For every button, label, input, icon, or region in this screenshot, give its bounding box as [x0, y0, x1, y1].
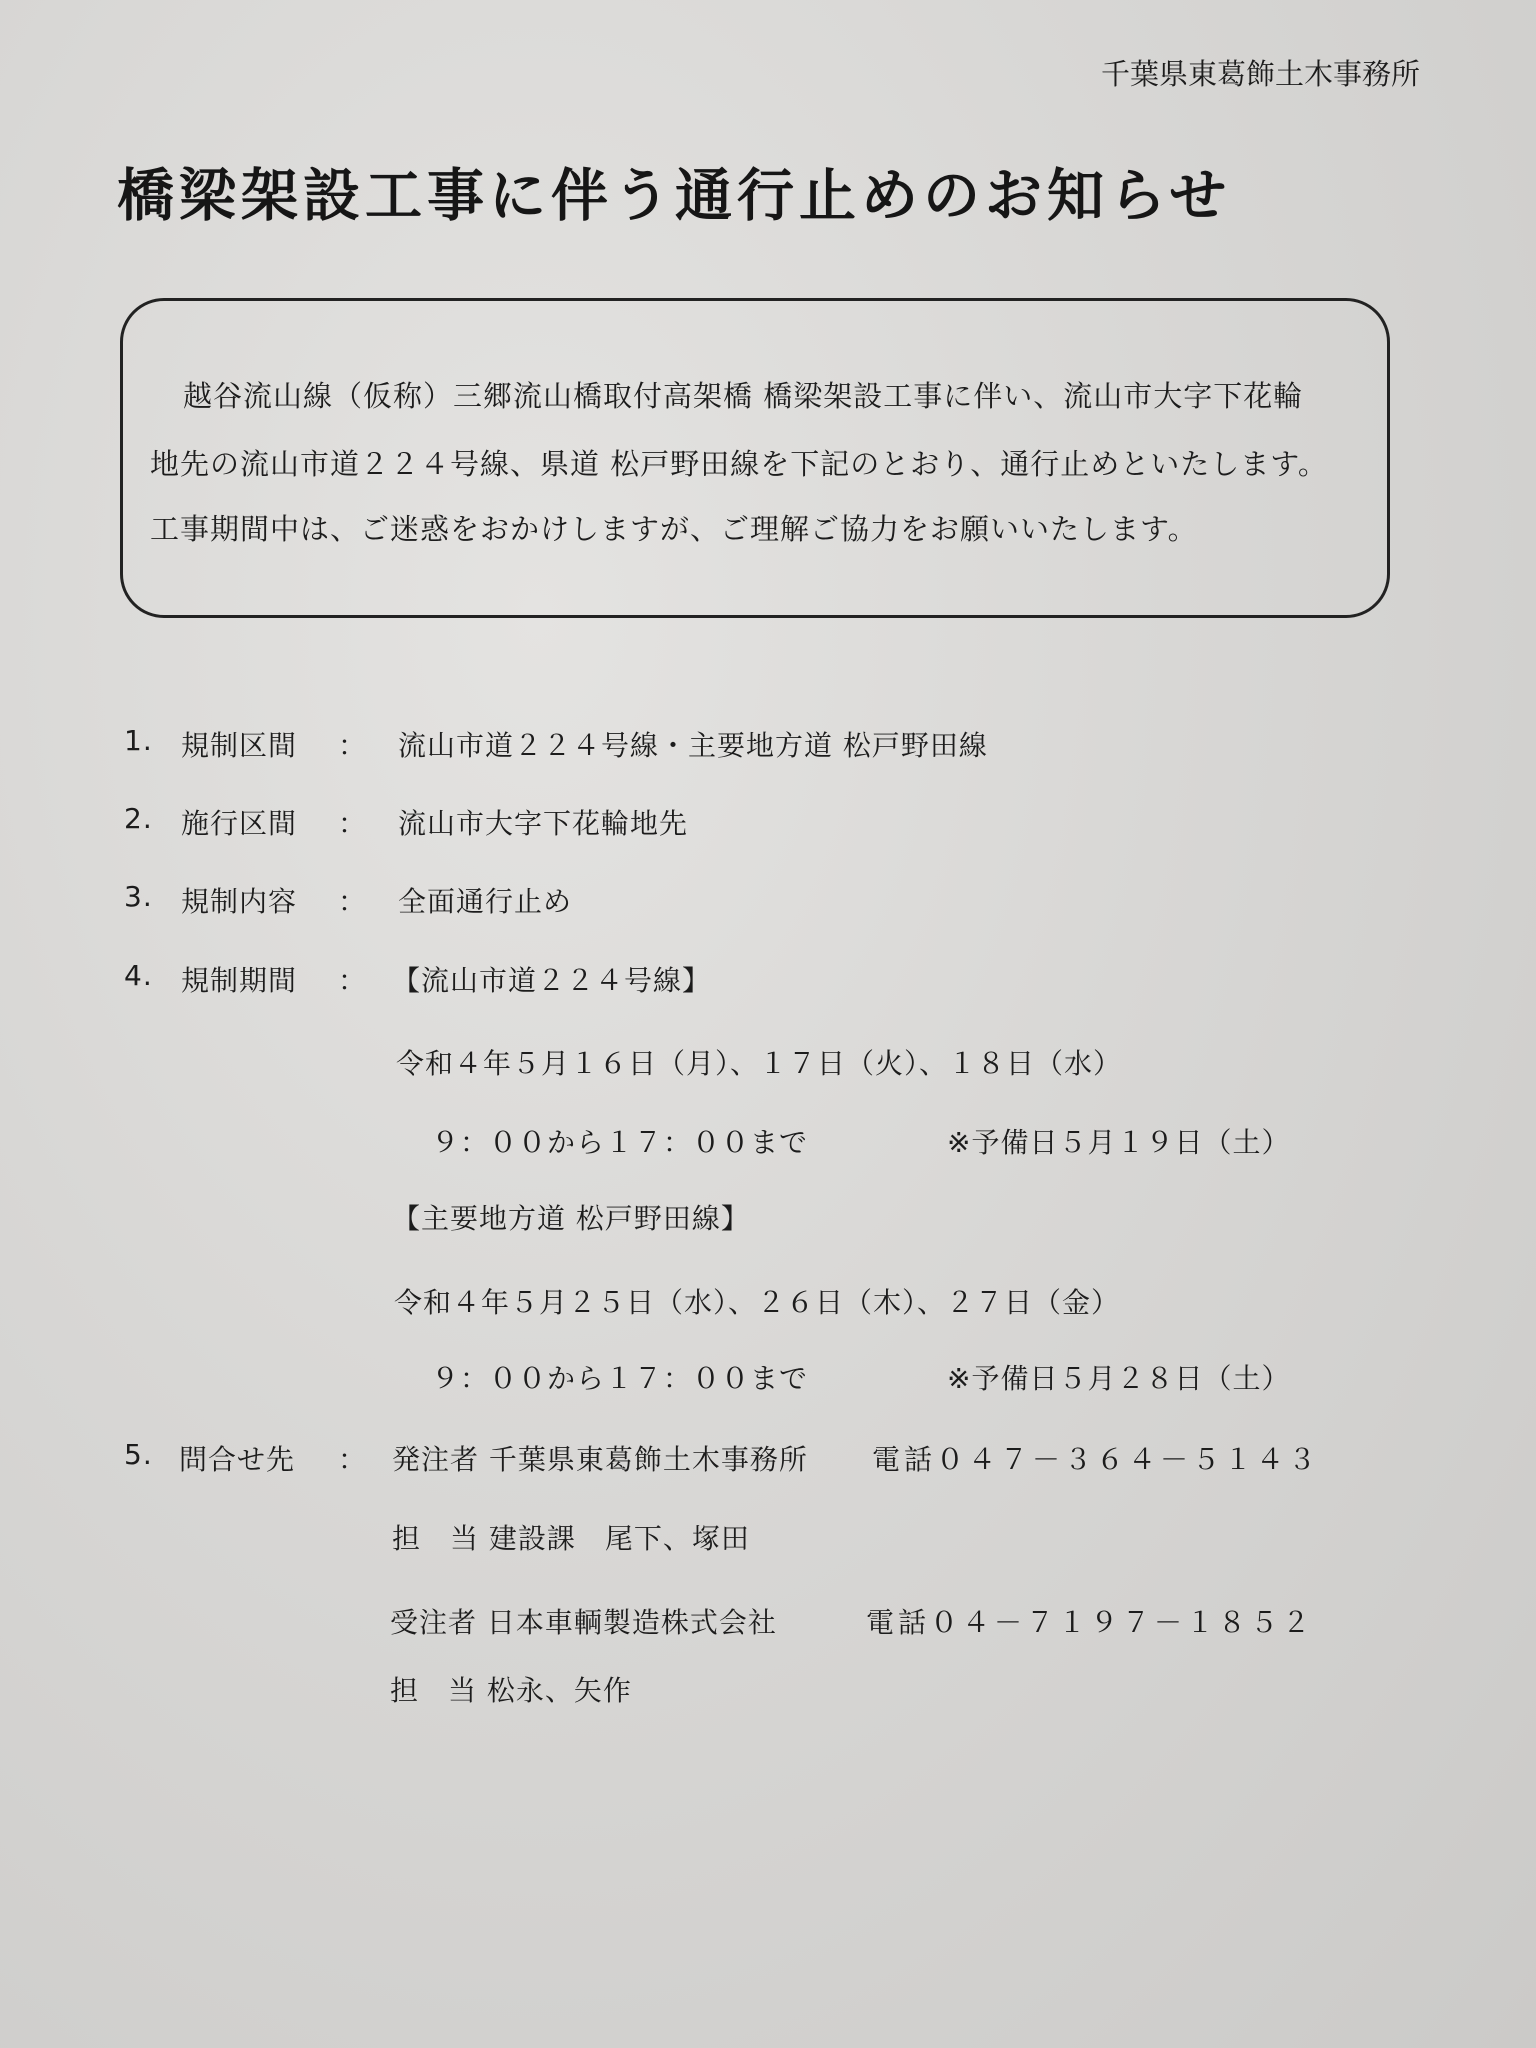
- item-value: 全面通行止め: [398, 885, 573, 918]
- road1-reserve-day: ※予備日５月１９日（土）: [947, 1126, 1291, 1159]
- orderer-phone: 電話０４７－３６４－５１４３: [872, 1443, 1321, 1476]
- item-value: 流山市道２２４号線・主要地方道 松戸野田線: [398, 729, 988, 762]
- item-label: 規制区間: [181, 729, 298, 762]
- item-number: 5.: [124, 1438, 153, 1471]
- orderer-staff: 担 当 建設課 尾下、塚田: [392, 1522, 750, 1555]
- road2-reserve-day: ※予備日５月２８日（土）: [947, 1362, 1291, 1395]
- road2-dates: 令和４年５月２５日（水）、２６日（木）、２７日（金）: [394, 1286, 1121, 1319]
- item-label: 問合せ先: [179, 1443, 296, 1476]
- item-colon: ：: [338, 964, 368, 997]
- road1-time: ９：００から１７：００まで: [431, 1126, 809, 1159]
- road1-dates: 令和４年５月１６日（月）、１７日（火）、１８日（水）: [396, 1047, 1123, 1080]
- intro-line: 越谷流山線（仮称）三郷流山橋取付高架橋 橋梁架設工事に伴い、流山市大字下花輪: [183, 379, 1304, 413]
- contractor-phone: 電話０４－７１９７－１８５２: [866, 1606, 1315, 1639]
- road2-time: ９：００から１７：００まで: [431, 1362, 809, 1395]
- orderer: 発注者 千葉県東葛飾土木事務所: [392, 1443, 808, 1476]
- item-colon: ：: [338, 885, 368, 918]
- contractor-staff: 担 当 松永、矢作: [390, 1674, 632, 1707]
- item-number: 2.: [124, 802, 153, 835]
- page-title: 橋梁架設工事に伴う通行止めのお知らせ: [117, 163, 1232, 229]
- item-label: 施行区間: [181, 807, 298, 840]
- contractor: 受注者 日本車輌製造株式会社: [390, 1606, 777, 1639]
- item-label: 規制期間: [181, 964, 298, 997]
- road2-name: 【主要地方道 松戸野田線】: [392, 1202, 750, 1235]
- item-colon: ：: [338, 1443, 368, 1476]
- item-colon: ：: [338, 729, 368, 762]
- item-number: 4.: [124, 959, 153, 992]
- intro-line: 地先の流山市道２２４号線、県道 松戸野田線を下記のとおり、通行止めといたします。: [150, 447, 1328, 481]
- item-number: 3.: [124, 880, 153, 913]
- intro-line: 工事期間中は、ご迷惑をおかけしますが、ご理解ご協力をお願いいたします。: [150, 512, 1198, 546]
- item-value: 流山市大字下花輪地先: [398, 807, 689, 840]
- item-colon: ：: [338, 807, 368, 840]
- item-number: 1.: [124, 724, 153, 757]
- item-label: 規制内容: [181, 885, 298, 918]
- item-value: 【流山市道２２４号線】: [392, 964, 712, 997]
- issuing-office: 千葉県東葛飾土木事務所: [1100, 57, 1420, 91]
